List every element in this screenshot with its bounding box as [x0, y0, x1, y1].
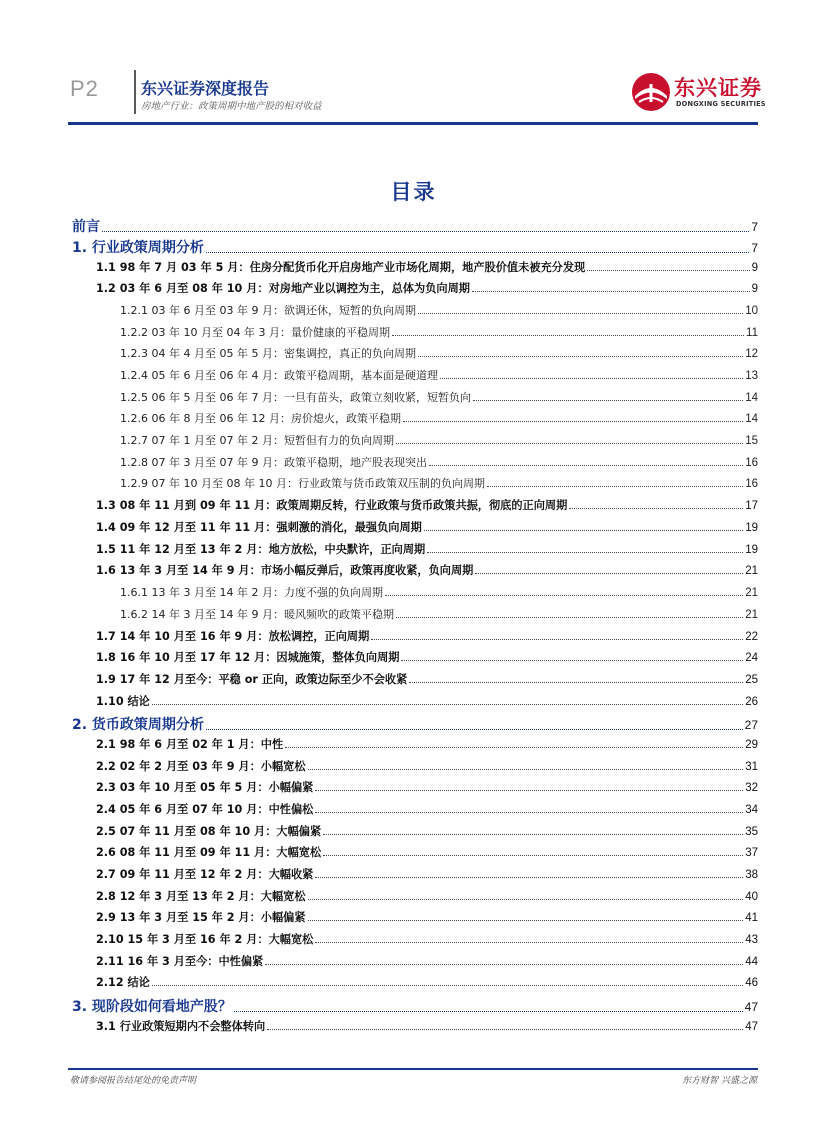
toc-entry-1-6[interactable]: 1.6 13 年 3 月至 14 年 9 月：市场小幅反弹后，政策再度收紧，负向周期 21 [96, 564, 758, 577]
toc-title: 目录 [390, 180, 437, 204]
footer-slogan: 东方财智 兴盛之源 [682, 1076, 757, 1086]
toc-entry-2-4[interactable]: 2.4 05 年 6 月至 07 年 10 月：中性偏松 34 [96, 803, 758, 816]
toc-entry-2-10[interactable]: 2.10 15 年 3 月至 16 年 2 月：大幅宽松 43 [96, 933, 758, 946]
toc-entry-1-5[interactable]: 1.5 11 年 12 月至 13 年 2 月：地方放松，中央默许，正向周期 19 [96, 543, 758, 556]
toc-entry-section-3[interactable]: 3. 现阶段如何看地产股？ 47 [72, 999, 758, 1015]
toc-entry-1-4[interactable]: 1.4 09 年 12 月至 11 年 11 月：强刺激的消化，最强负向周期 19 [96, 521, 758, 534]
page-header [0, 0, 827, 130]
page-number: P2 [70, 76, 99, 101]
toc-entry-2-11[interactable]: 2.11 16 年 3 月至今：中性偏紧 44 [96, 955, 758, 968]
report-title: 东兴证券深度报告 [141, 79, 270, 98]
footer-rule [68, 1068, 758, 1070]
toc-entry-1-9[interactable]: 1.9 17 年 12 月至今：平稳 or 正向，政策边际至少不会收紧 25 [96, 673, 758, 686]
toc-entry-1-2-6[interactable]: 1.2.6 06 年 8 月至 06 年 12 月：房价熄火，政策平稳期 14 [120, 412, 758, 425]
toc-entry-1-2-9[interactable]: 1.2.9 07 年 10 月至 08 年 10 月：行业政策与货币政策双压制的负向周期 16 [120, 477, 758, 490]
toc-entry-1-10[interactable]: 1.10 结论 26 [96, 695, 758, 708]
toc-entry-1-2-1[interactable]: 1.2.1 03 年 6 月至 03 年 9 月：欲调还休，短暂的负向周期 10 [120, 304, 758, 317]
toc-entry-1-2-8[interactable]: 1.2.8 07 年 3 月至 07 年 9 月：政策平稳期，地产股表现突出 16 [120, 456, 758, 469]
toc-entry-preface[interactable]: 前言 7 [72, 219, 758, 235]
logo-text-en: DONGXING SECURITIES [676, 100, 766, 108]
toc-entry-1-2-2[interactable]: 1.2.2 03 年 10 月至 04 年 3 月：量价健康的平稳周期 11 [120, 326, 758, 339]
toc-entry-2-3[interactable]: 2.3 03 年 10 月至 05 年 5 月：小幅偏紧 32 [96, 781, 758, 794]
logo-text-cn: 东兴证券 [674, 76, 762, 100]
toc-entry-section-2[interactable]: 2. 货币政策周期分析 27 [72, 717, 758, 733]
toc-entry-2-2[interactable]: 2.2 02 年 2 月至 03 年 9 月：小幅宽松 31 [96, 760, 758, 773]
toc-entry-1-2-5[interactable]: 1.2.5 06 年 5 月至 06 年 7 月：一旦有苗头，政策立刻收紧，短暂负向 14 [120, 391, 758, 404]
toc-entry-1-3[interactable]: 1.3 08 年 11 月到 09 年 11 月：政策周期反转，行业政策与货币政策共振，彻底的正向周期 17 [96, 499, 758, 512]
footer-disclaimer: 敬请参阅报告结尾处的免责声明 [70, 1076, 197, 1086]
toc-entry-2-6[interactable]: 2.6 08 年 11 月至 09 年 11 月：大幅宽松 37 [96, 846, 758, 859]
toc-entry-2-7[interactable]: 2.7 09 年 11 月至 12 年 2 月：大幅收紧 38 [96, 868, 758, 881]
toc-entry-1-6-1[interactable]: 1.6.1 13 年 3 月至 14 年 2 月：力度不强的负向周期 21 [120, 586, 758, 599]
toc-entry-1-2-7[interactable]: 1.2.7 07 年 1 月至 07 年 2 月：短暂但有力的负向周期 15 [120, 434, 758, 447]
toc-entry-1-8[interactable]: 1.8 16 年 10 月至 17 年 12 月：因城施策，整体负向周期 24 [96, 651, 758, 664]
toc-entry-1-2-3[interactable]: 1.2.3 04 年 4 月至 05 年 5 月：密集调控，真正的负向周期 12 [120, 347, 758, 360]
toc-entry-2-1[interactable]: 2.1 98 年 6 月至 02 年 1 月：中性 29 [96, 738, 758, 751]
toc-entry-section-1[interactable]: 1. 行业政策周期分析 7 [72, 240, 758, 256]
toc-entry-1-2-4[interactable]: 1.2.4 05 年 6 月至 06 年 4 月：政策平稳周期，基本面是硬道理 13 [120, 369, 758, 382]
header-rule [68, 122, 758, 125]
toc-entry-1-6-2[interactable]: 1.6.2 14 年 3 月至 14 年 9 月：暖风频吹的政策平稳期 21 [120, 608, 758, 621]
toc-entry-1-2[interactable]: 1.2 03 年 6 月至 08 年 10 月：对房地产业以调控为主，总体为负向周期 9 [96, 282, 758, 295]
toc-entry-1-1[interactable]: 1.1 98 年 7 月 03 年 5 月：住房分配货币化开启房地产业市场化周期，地产股价值未被充分发现 9 [96, 261, 758, 274]
logo-mark-icon [631, 72, 671, 112]
toc-entry-3-1[interactable]: 3.1 行业政策短期内不会整体转向 47 [96, 1020, 758, 1033]
toc-entry-1-7[interactable]: 1.7 14 年 10 月至 16 年 9 月：放松调控，正向周期 22 [96, 630, 758, 643]
toc-entry-2-12[interactable]: 2.12 结论 46 [96, 976, 758, 989]
company-logo [631, 70, 766, 114]
report-subtitle: 房地产行业：政策周期中地产股的相对收益 [141, 101, 322, 112]
toc-entry-2-8[interactable]: 2.8 12 年 3 月至 13 年 2 月：大幅宽松 40 [96, 890, 758, 903]
toc-entry-2-5[interactable]: 2.5 07 年 11 月至 08 年 10 月：大幅偏紧 35 [96, 825, 758, 838]
toc-entry-2-9[interactable]: 2.9 13 年 3 月至 15 年 2 月：小幅偏紧 41 [96, 911, 758, 924]
header-divider [134, 70, 136, 114]
